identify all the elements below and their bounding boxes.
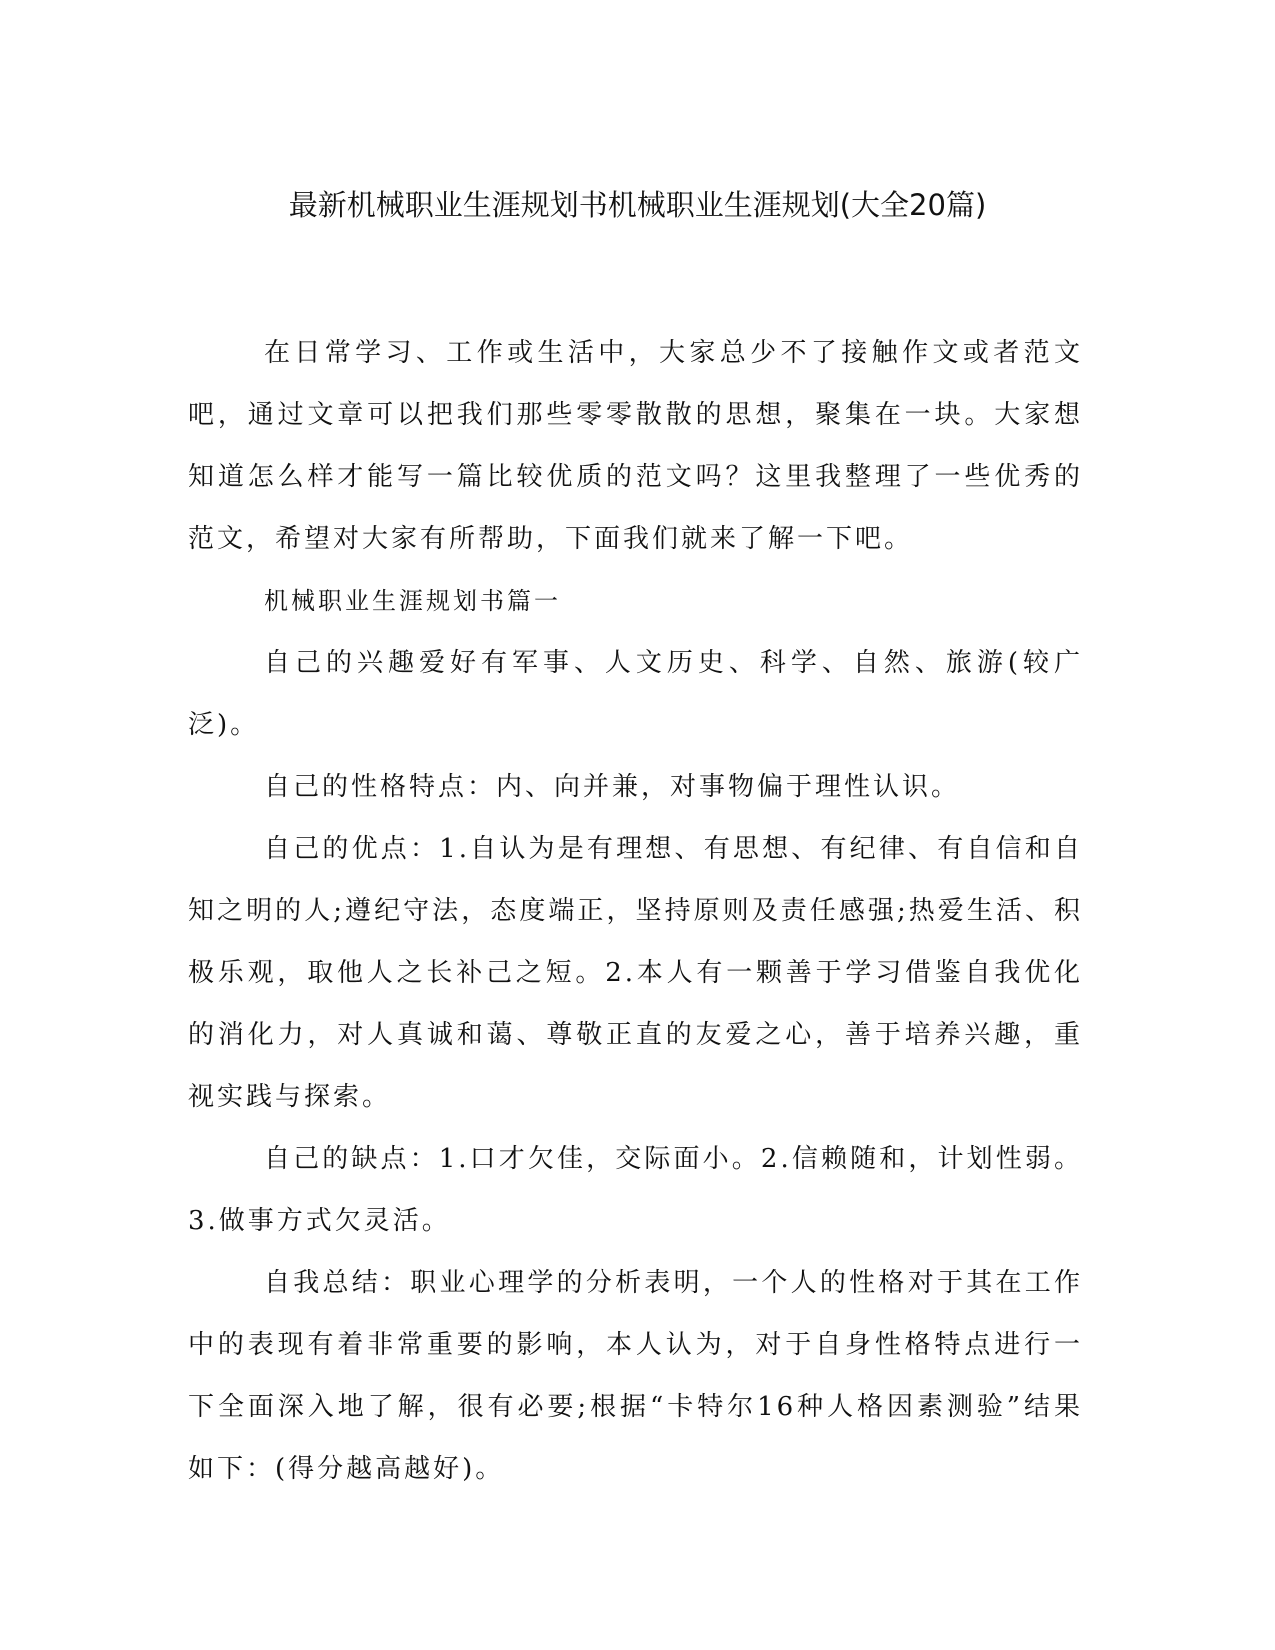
paragraph-self-summary: 自我总结：职业心理学的分析表明，一个人的性格对于其在工作中的表现有着非常重要的影响，本人认为，对于自身性格特点进行一下全面深入地了解，很有必要;根据“卡特尔16种人格因素测验”结果如下：(得分越高越好)。 xyxy=(188,1268,1083,1484)
paragraph-interests: 自己的兴趣爱好有军事、人文历史、科学、自然、旅游(较广泛)。 xyxy=(188,648,1083,740)
document-title: 最新机械职业生涯规划书机械职业生涯规划(大全20篇) xyxy=(288,188,987,222)
document-body xyxy=(188,322,1083,1500)
paragraph-weaknesses: 自己的缺点：1.口才欠佳，交际面小。2.信赖随和，计划性弱。3.做事方式欠灵活。 xyxy=(188,1144,1083,1236)
intro-paragraph: 在日常学习、工作或生活中，大家总少不了接触作文或者范文吧，通过文章可以把我们那些零零散散的思想，聚集在一块。大家想知道怎么样才能写一篇比较优质的范文吗？这里我整理了一些优秀的范文，希望对大家有所帮助，下面我们就来了解一下吧。 xyxy=(188,338,1083,554)
paragraph-personality: 自己的性格特点：内、向并兼，对事物偏于理性认识。 xyxy=(264,772,961,802)
paragraph-strengths: 自己的优点：1.自认为是有理想、有思想、有纪律、有自信和自知之明的人;遵纪守法，态度端正，坚持原则及责任感强;热爱生活、积极乐观，取他人之长补己之短。2.本人有一颗善于学习借鉴自我优化的消化力，对人真诚和蔼、尊敬正直的友爱之心，善于培养兴趣，重视实践与探索。 xyxy=(188,834,1083,1112)
section-heading: 机械职业生涯规划书篇一 xyxy=(264,587,561,615)
